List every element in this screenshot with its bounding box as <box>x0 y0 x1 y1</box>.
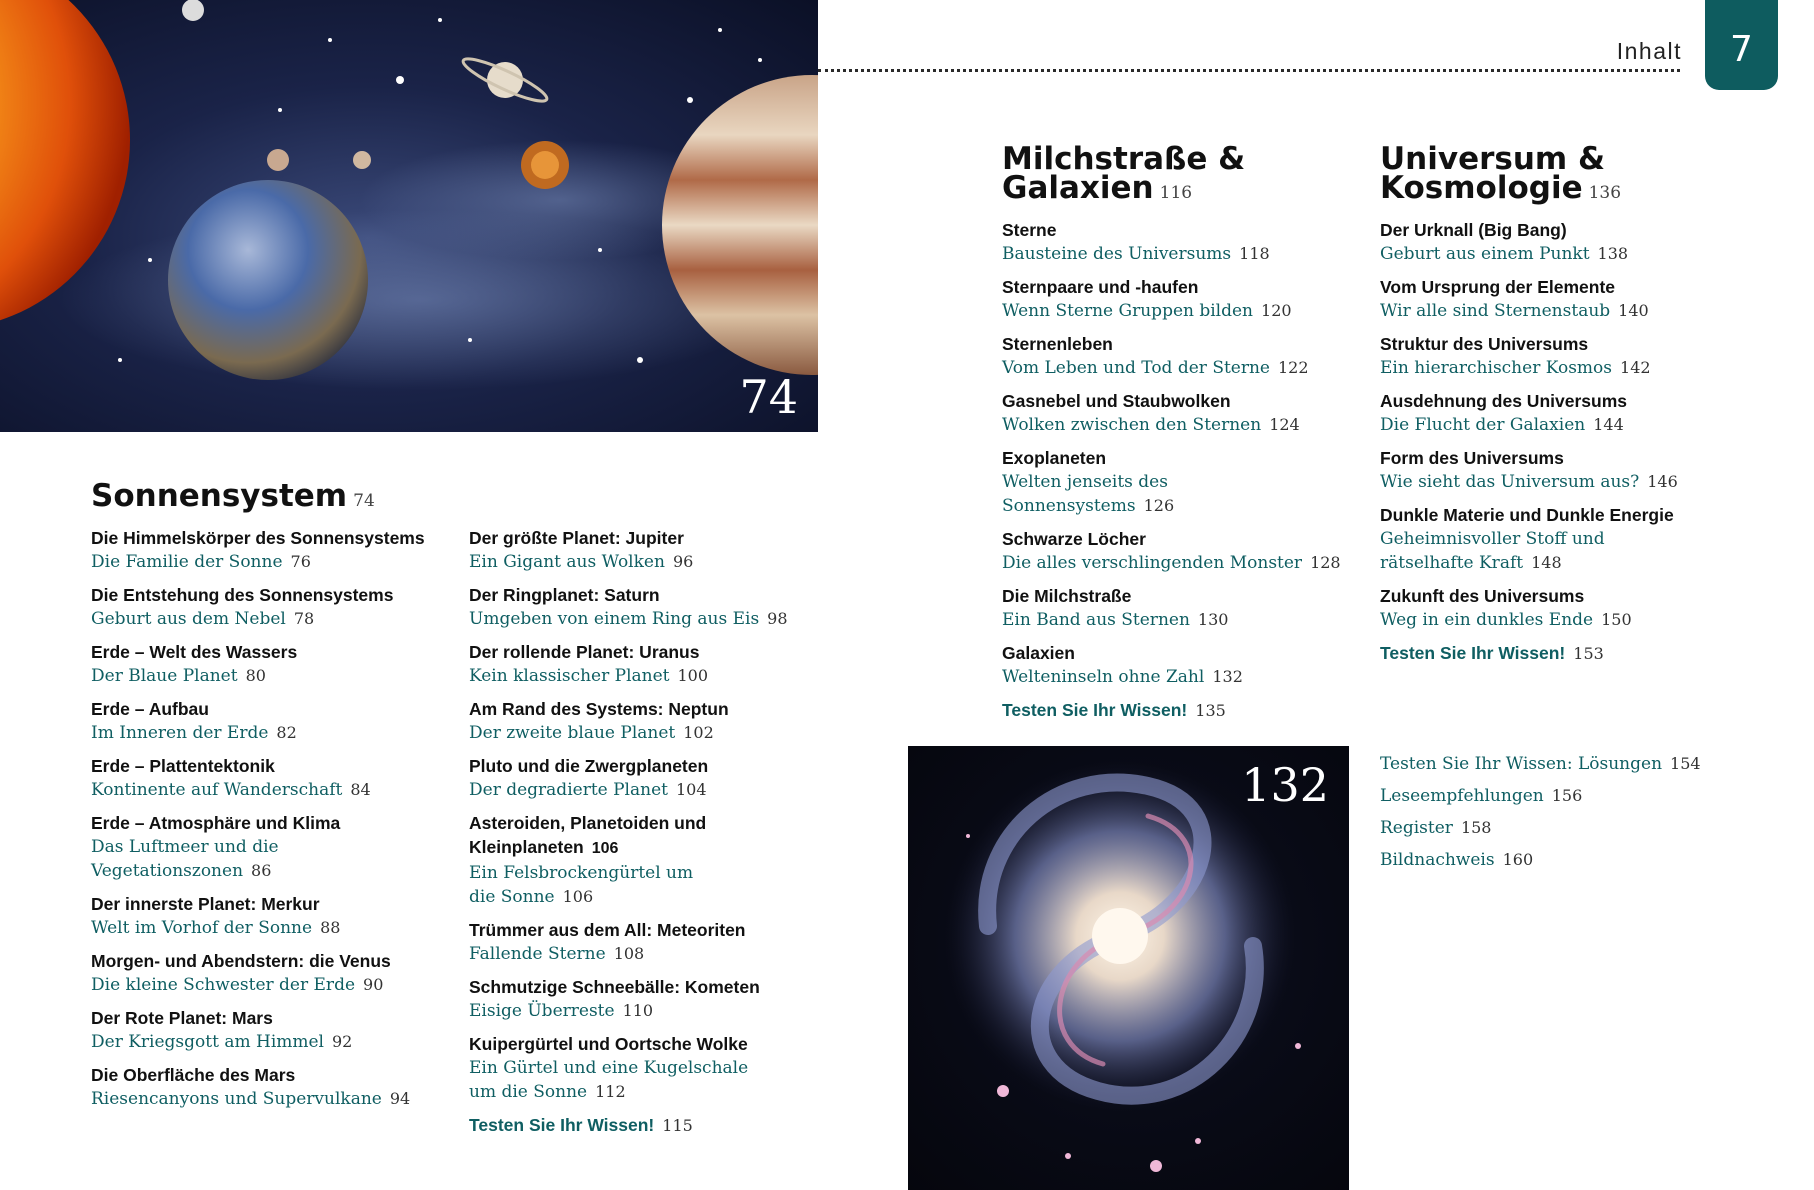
toc-entry-subtitle-text: Weg in ein dunkles Ende <box>1380 610 1594 630</box>
toc-entry-title-text: Sterne <box>1002 220 1057 240</box>
toc-entry-subtitle <box>1380 527 1630 575</box>
section-title-line2: Kosmologie <box>1380 170 1583 206</box>
toc-entry-subtitle <box>469 861 699 909</box>
toc-entry-subtitle-text: Der Blaue Planet <box>91 666 238 686</box>
toc-appendix-page: 154 <box>1670 754 1701 773</box>
toc-entry <box>1002 332 1362 380</box>
toc-entry-subtitle <box>469 550 809 574</box>
toc-test-entry <box>469 1113 809 1137</box>
toc-entry <box>469 975 809 1023</box>
toc-entry-title <box>1002 218 1362 242</box>
toc-entry-subtitle <box>1002 608 1362 632</box>
toc-entry-title-text: Asteroiden, Planetoiden und Kleinplaneten <box>469 813 707 857</box>
toc-entry-title <box>469 583 809 607</box>
toc-entry <box>91 949 441 997</box>
toc-entry-subtitle <box>469 999 809 1023</box>
toc-entry-title <box>91 949 441 973</box>
section-title-line1: Universum & <box>1380 141 1606 177</box>
toc-entry <box>91 1006 441 1054</box>
toc-appendix-item <box>1380 748 1760 780</box>
toc-entry-page: 80 <box>245 666 266 685</box>
toc-entry-title-page: 106 <box>591 840 619 857</box>
toc-entry-page: 108 <box>613 944 645 963</box>
toc-entry-title-text: Der größte Planet: Jupiter <box>469 528 684 548</box>
toc-entry-title-text: Trümmer aus dem All: Meteoriten <box>469 920 746 940</box>
toc-entry-title <box>469 975 809 999</box>
toc-entry-page: 106 <box>562 887 594 906</box>
toc-entry-subtitle-text: Wie sieht das Universum aus? <box>1380 472 1640 492</box>
toc-entry-title-text: Schwarze Löcher <box>1002 529 1146 549</box>
toc-entry <box>1002 275 1362 323</box>
toc-entry-page: 128 <box>1310 553 1341 572</box>
toc-entry-title <box>1002 275 1362 299</box>
toc-entry <box>1380 389 1710 437</box>
toc-entry-title-text: Galaxien <box>1002 643 1075 663</box>
toc-entry <box>91 754 441 802</box>
toc-entry-title <box>91 1006 441 1030</box>
toc-entry <box>91 697 441 745</box>
toc-entry-subtitle-text: Die Flucht der Galaxien <box>1380 415 1586 435</box>
toc-entry-title-text: Die Entstehung des Sonnensystems <box>91 585 394 605</box>
toc-entry-title-text: Ausdehnung des Universums <box>1380 391 1627 411</box>
toc-entry-title-text: Erde – Atmosphäre und Klima <box>91 813 341 833</box>
header-dotted-rule <box>818 69 1680 72</box>
toc-entry-page: 120 <box>1261 301 1292 320</box>
toc-entry-title <box>1380 275 1710 299</box>
toc-entry-title-text: Gasnebel und Staubwolken <box>1002 391 1231 411</box>
toc-appendix-label: Bildnachweis <box>1380 850 1495 870</box>
toc-entry-title <box>1002 641 1362 665</box>
toc-entry-subtitle <box>1002 299 1362 323</box>
toc-entry-subtitle <box>91 721 441 745</box>
toc-appendix-item <box>1380 812 1760 844</box>
toc-entry-page: 96 <box>672 552 694 571</box>
section-heading-universum <box>1380 141 1622 206</box>
toc-entry <box>1002 527 1362 575</box>
toc-entry-page: 104 <box>675 780 707 799</box>
toc-entry-subtitle <box>469 664 809 688</box>
toc-entry-title-text: Zukunft des Universums <box>1380 586 1585 606</box>
image-page-label: 132 <box>1241 758 1329 812</box>
toc-entry-subtitle-text: Der Kriegsgott am Himmel <box>91 1032 324 1052</box>
toc-entry-subtitle <box>1002 356 1362 380</box>
toc-entry-subtitle-text: Das Luftmeer und die Vegetationszonen <box>91 837 279 881</box>
toc-entry-page: 92 <box>332 1032 353 1051</box>
section-title-line2: Galaxien <box>1002 170 1154 206</box>
toc-appendix-label: Leseempfehlungen <box>1380 786 1544 806</box>
toc-entry-title-text: Erde – Aufbau <box>91 699 209 719</box>
toc-entry-subtitle <box>91 1030 441 1054</box>
toc-entry-page: 118 <box>1239 244 1270 263</box>
section-page: 74 <box>353 491 375 511</box>
toc-entry-page: 82 <box>276 723 297 742</box>
toc-entry-title <box>91 892 441 916</box>
toc-entry-title <box>1380 584 1710 608</box>
toc-test-entry <box>1002 698 1362 722</box>
toc-entry-subtitle <box>1380 356 1710 380</box>
toc-entry-title-text: Der rollende Planet: Uranus <box>469 642 700 662</box>
toc-entry <box>91 640 441 688</box>
toc-entry-page: 130 <box>1197 610 1229 629</box>
toc-appendix-item <box>1380 844 1760 876</box>
toc-entry-title-text: Struktur des Universums <box>1380 334 1589 354</box>
toc-entry-subtitle-text: Der zweite blaue Planet <box>469 723 676 743</box>
toc-entry-title-text: Form des Universums <box>1380 448 1564 468</box>
toc-entry <box>91 892 441 940</box>
toc-entry-title <box>469 526 809 550</box>
toc-entry-subtitle-text: Der degradierte Planet <box>469 780 668 800</box>
toc-entry <box>1380 503 1710 575</box>
toc-entry <box>469 754 809 802</box>
toc-entry-title <box>1002 446 1362 470</box>
toc-entry-page: 124 <box>1269 415 1300 434</box>
toc-entry <box>1002 584 1362 632</box>
toc-entry-subtitle <box>1002 551 1362 575</box>
toc-test-label: Testen Sie Ihr Wissen! <box>1380 643 1566 663</box>
toc-entry-title <box>469 640 809 664</box>
toc-entry-subtitle-text: Ein Gigant aus Wolken <box>469 552 665 572</box>
toc-entry-subtitle <box>469 721 809 745</box>
toc-entry-title-text: Der Ringplanet: Saturn <box>469 585 660 605</box>
toc-entry-subtitle-text: Die kleine Schwester der Erde <box>91 975 356 995</box>
toc-entry-subtitle-text: Bausteine des Universums <box>1002 244 1232 264</box>
toc-entry-page: 86 <box>251 861 272 880</box>
page-number: 7 <box>1730 28 1753 70</box>
toc-entry-title <box>1380 389 1710 413</box>
toc-entry-subtitle-text: Kontinente auf Wanderschaft <box>91 780 343 800</box>
toc-test-page: 153 <box>1573 644 1604 663</box>
toc-test-label: Testen Sie Ihr Wissen! <box>1002 700 1188 720</box>
toc-entry-title-text: Dunkle Materie und Dunkle Energie <box>1380 505 1674 525</box>
toc-column-sonnensystem-2 <box>469 526 809 1146</box>
toc-entry-subtitle <box>469 942 809 966</box>
toc-entry-page: 122 <box>1278 358 1309 377</box>
toc-entry-subtitle-text: Kein klassischer Planet <box>469 666 670 686</box>
toc-entry-title <box>469 918 809 942</box>
toc-entry <box>1380 218 1710 266</box>
toc-entry-subtitle-text: Geburt aus einem Punkt <box>1380 244 1590 264</box>
toc-entry-title-text: Am Rand des Systems: Neptun <box>469 699 729 719</box>
toc-test-entry <box>1380 641 1710 665</box>
toc-entry-subtitle-text: Geheimnisvoller Stoff und rätselhafte Kraft <box>1380 529 1605 573</box>
toc-entry-title <box>1380 218 1710 242</box>
toc-column-sonnensystem-1 <box>91 526 441 1120</box>
toc-test-page: 115 <box>662 1116 693 1135</box>
toc-entry-subtitle <box>91 778 441 802</box>
toc-entry-subtitle <box>1002 470 1202 518</box>
toc-appendix-list <box>1380 748 1760 876</box>
toc-entry-subtitle-text: Wolken zwischen den Sternen <box>1002 415 1262 435</box>
toc-entry-title <box>469 754 809 778</box>
toc-entry-title-text: Schmutzige Schneebälle: Kometen <box>469 977 760 997</box>
toc-appendix-page: 158 <box>1460 818 1492 837</box>
toc-entry-subtitle-text: Ein hierarchischer Kosmos <box>1380 358 1613 378</box>
toc-entry-subtitle-text: Wir alle sind Sternenstaub <box>1380 301 1611 321</box>
toc-test-label: Testen Sie Ihr Wissen! <box>469 1115 655 1135</box>
toc-entry <box>469 526 809 574</box>
image-page-label: 74 <box>739 370 798 424</box>
toc-entry <box>1380 584 1710 632</box>
toc-entry-title-text: Erde – Plattentektonik <box>91 756 275 776</box>
toc-entry <box>1002 446 1362 518</box>
toc-appendix-label: Testen Sie Ihr Wissen: Lösungen <box>1380 754 1663 774</box>
toc-entry-title-text: Exoplaneten <box>1002 448 1107 468</box>
toc-entry-subtitle-text: Im Inneren der Erde <box>91 723 269 743</box>
toc-entry <box>469 1032 809 1104</box>
toc-entry-subtitle <box>1002 665 1362 689</box>
toc-entry-subtitle <box>1380 299 1710 323</box>
toc-entry-subtitle <box>1002 413 1362 437</box>
toc-entry-subtitle <box>91 607 441 631</box>
toc-entry <box>1002 641 1362 689</box>
toc-entry-title <box>1002 389 1362 413</box>
toc-entry-page: 140 <box>1618 301 1649 320</box>
toc-entry-title-text: Der Urknall (Big Bang) <box>1380 220 1567 240</box>
toc-entry <box>1380 332 1710 380</box>
toc-entry-subtitle <box>1380 413 1710 437</box>
toc-entry-title <box>469 1032 809 1056</box>
toc-entry-subtitle <box>91 835 291 883</box>
toc-entry-page: 148 <box>1531 553 1562 572</box>
toc-entry-page: 126 <box>1143 496 1175 515</box>
toc-entry-page: 98 <box>767 609 788 628</box>
toc-entry <box>469 583 809 631</box>
toc-entry-title <box>1002 332 1362 356</box>
toc-entry-title-text: Vom Ursprung der Elemente <box>1380 277 1616 297</box>
section-page: 116 <box>1159 183 1193 203</box>
toc-entry-subtitle <box>469 1056 759 1104</box>
toc-entry-subtitle <box>91 973 441 997</box>
toc-entry-page: 112 <box>595 1082 626 1101</box>
toc-entry-page: 146 <box>1647 472 1678 491</box>
toc-entry <box>91 1063 441 1111</box>
toc-entry-page: 76 <box>290 552 311 571</box>
toc-entry-subtitle-text: Ein Band aus Sternen <box>1002 610 1190 630</box>
toc-entry <box>91 583 441 631</box>
toc-entry-subtitle-text: Eisige Überreste <box>469 1001 615 1021</box>
toc-entry-subtitle-text: Riesencanyons und Supervulkane <box>91 1089 382 1109</box>
toc-entry-title <box>91 640 441 664</box>
toc-entry-page: 144 <box>1593 415 1624 434</box>
toc-entry-subtitle-text: Vom Leben und Tod der Sterne <box>1002 358 1270 378</box>
section-page: 136 <box>1588 183 1622 203</box>
toc-column-universum <box>1380 218 1710 674</box>
toc-entry-title <box>1002 584 1362 608</box>
toc-appendix-page: 156 <box>1551 786 1583 805</box>
toc-entry <box>1002 389 1362 437</box>
toc-entry-subtitle-text: Wenn Sterne Gruppen bilden <box>1002 301 1254 321</box>
toc-entry-title-text: Die Oberfläche des Mars <box>91 1065 296 1085</box>
section-title: Sonnensystem <box>91 478 348 514</box>
toc-entry-title-text: Sternenleben <box>1002 334 1113 354</box>
toc-entry-subtitle-text: Geburt aus dem Nebel <box>91 609 286 629</box>
toc-entry-subtitle <box>91 550 441 574</box>
toc-entry-subtitle-text: Welt im Vorhof der Sonne <box>91 918 313 938</box>
toc-entry-title-text: Der innerste Planet: Merkur <box>91 894 320 914</box>
toc-entry-subtitle <box>1380 470 1710 494</box>
toc-appendix-page: 160 <box>1502 850 1534 869</box>
toc-entry-title <box>91 811 441 835</box>
toc-entry-page: 110 <box>622 1001 654 1020</box>
toc-entry <box>1380 446 1710 494</box>
toc-entry-title <box>91 754 441 778</box>
section-heading-milchstrasse <box>1002 141 1246 206</box>
toc-entry-subtitle <box>91 916 441 940</box>
toc-entry-title-text: Kuipergürtel und Oortsche Wolke <box>469 1034 748 1054</box>
toc-entry-subtitle <box>469 778 809 802</box>
section-title-line1: Milchstraße & <box>1002 141 1246 177</box>
toc-appendix-label: Register <box>1380 818 1453 838</box>
toc-entry-subtitle <box>1002 242 1362 266</box>
toc-entry-title <box>91 526 441 550</box>
toc-entry-title-text: Morgen- und Abendstern: die Venus <box>91 951 391 971</box>
toc-entry-page: 102 <box>683 723 714 742</box>
toc-entry <box>469 811 809 909</box>
toc-entry-title <box>469 811 739 861</box>
toc-entry-title <box>1002 527 1362 551</box>
toc-entry <box>1380 275 1710 323</box>
toc-entry-subtitle <box>1380 242 1710 266</box>
toc-entry <box>469 918 809 966</box>
toc-entry-page: 84 <box>350 780 371 799</box>
toc-entry-page: 150 <box>1601 610 1632 629</box>
toc-entry-page: 100 <box>677 666 709 685</box>
toc-entry-subtitle-text: Ein Gürtel und eine Kugelschale um die Sonne <box>469 1058 749 1102</box>
solar-system-illustration <box>0 0 818 432</box>
toc-entry-subtitle <box>91 664 441 688</box>
toc-entry-subtitle-text: Die alles verschlingenden Monster <box>1002 553 1303 573</box>
header-title: Inhalt <box>1616 38 1682 64</box>
toc-entry-title <box>91 583 441 607</box>
toc-entry-title <box>1380 503 1710 527</box>
toc-entry-page: 94 <box>389 1089 411 1108</box>
toc-entry-subtitle-text: Umgeben von einem Ring aus Eis <box>469 609 760 629</box>
toc-entry <box>91 811 441 883</box>
toc-entry-subtitle <box>1380 608 1710 632</box>
toc-entry <box>469 697 809 745</box>
toc-entry-title <box>1380 446 1710 470</box>
toc-entry-subtitle <box>91 1087 441 1111</box>
toc-entry-page: 78 <box>293 609 315 628</box>
toc-appendix-item <box>1380 780 1760 812</box>
toc-entry-subtitle-text: Ein Felsbrockengürtel um die Sonne <box>469 863 694 907</box>
toc-entry-page: 142 <box>1620 358 1651 377</box>
toc-entry-title-text: Pluto und die Zwergplaneten <box>469 756 709 776</box>
toc-entry-title-text: Erde – Welt des Wassers <box>91 642 298 662</box>
toc-entry-subtitle-text: Die Familie der Sonne <box>91 552 283 572</box>
page-number-tab <box>1705 0 1778 90</box>
toc-test-page: 135 <box>1195 701 1226 720</box>
toc-entry-title <box>91 1063 441 1087</box>
galaxy-image <box>908 746 1349 1190</box>
toc-entry-page: 90 <box>363 975 384 994</box>
toc-entry-subtitle-text: Welten jenseits des Sonnensystems <box>1002 472 1168 516</box>
section-heading-sonnensystem <box>91 478 375 514</box>
toc-entry <box>469 640 809 688</box>
toc-entry-subtitle-text: Welteninseln ohne Zahl <box>1002 667 1205 687</box>
toc-entry-title <box>469 697 809 721</box>
toc-column-milchstrasse <box>1002 218 1362 731</box>
toc-entry-page: 132 <box>1212 667 1243 686</box>
toc-entry-title-text: Die Himmelskörper des Sonnensystems <box>91 528 425 548</box>
spiral-galaxy-illustration <box>908 746 1349 1190</box>
toc-entry-page: 88 <box>320 918 341 937</box>
toc-entry <box>91 526 441 574</box>
toc-entry-subtitle <box>469 607 809 631</box>
toc-entry-title <box>91 697 441 721</box>
toc-entry-subtitle-text: Fallende Sterne <box>469 944 606 964</box>
toc-entry-title-text: Die Milchstraße <box>1002 586 1132 606</box>
toc-entry-page: 138 <box>1597 244 1629 263</box>
toc-entry-title-text: Der Rote Planet: Mars <box>91 1008 273 1028</box>
toc-entry-title <box>1380 332 1710 356</box>
solar-system-image <box>0 0 818 432</box>
toc-entry-title-text: Sternpaare und -haufen <box>1002 277 1199 297</box>
toc-entry <box>1002 218 1362 266</box>
